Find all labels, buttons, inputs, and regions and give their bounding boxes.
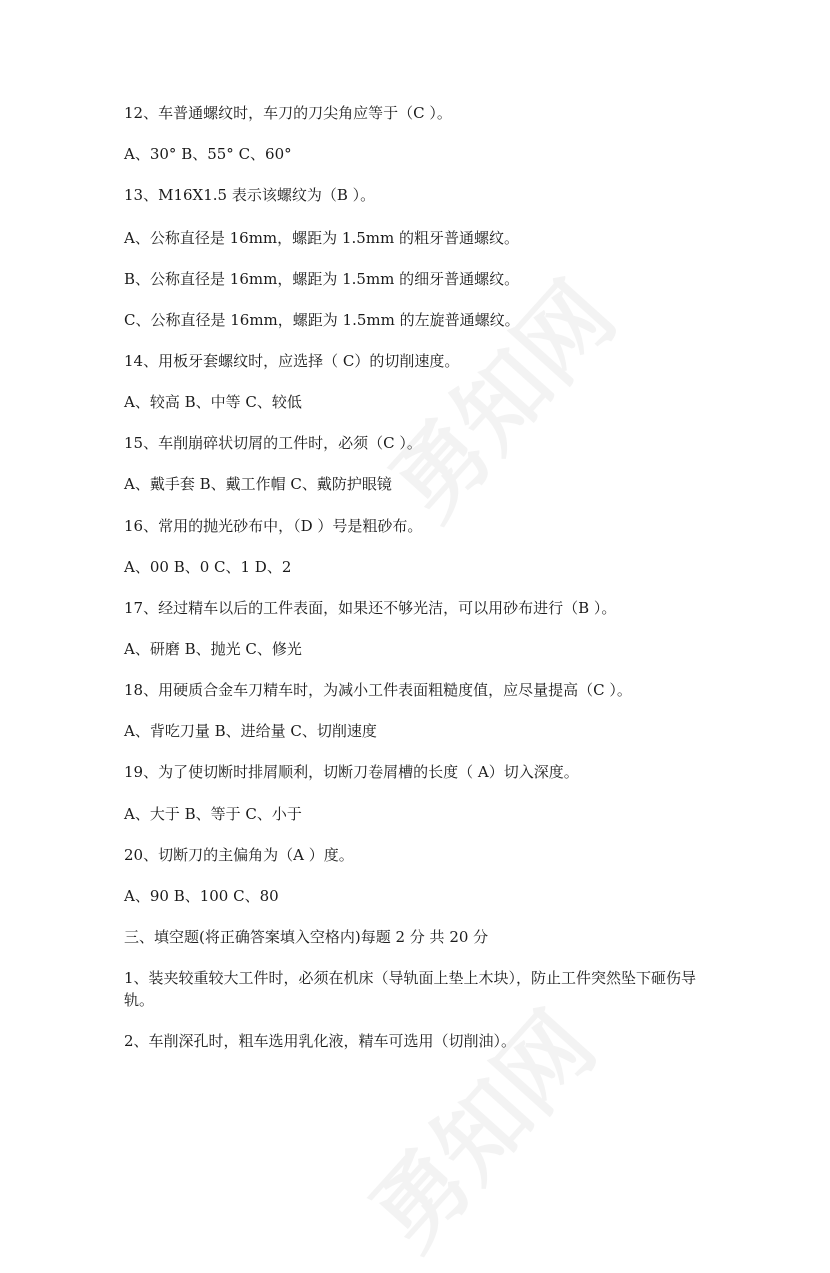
question-16-options: A、00 B、0 C、1 D、2	[124, 558, 292, 576]
question-18: 18、用硬质合金车刀精车时，为减小工件表面粗糙度值，应尽量提高（C ）。	[124, 681, 632, 699]
fill-in-question-1: 1、装夹较重较大工件时，必须在机床（导轨面上垫上木块），防止工件突然坠下砸伤导轨。	[124, 969, 697, 1009]
question-17: 17、经过精车以后的工件表面，如果还不够光洁，可以用砂布进行（B ）。	[124, 599, 617, 617]
question-12-options: A、30° B、55° C、60°	[124, 145, 292, 163]
question-14: 14、用板牙套螺纹时，应选择（ C）的切削速度。	[124, 352, 460, 370]
watermark-bottom	[337, 979, 620, 1272]
question-13: 13、M16X1.5 表示该螺纹为（B ）。	[124, 186, 376, 204]
question-14-options: A、较高 B、中等 C、较低	[124, 393, 302, 411]
question-13-option-b: B、公称直径是 16mm，螺距为 1.5mm 的细牙普通螺纹。	[124, 270, 520, 288]
question-13-option-c: C、公称直径是 16mm，螺距为 1.5mm 的左旋普通螺纹。	[124, 311, 520, 329]
section-heading-fill-in: 三、填空题(将正确答案填入空格内)每题 2 分 共 20 分	[124, 928, 489, 946]
question-18-options: A、背吃刀量 B、进给量 C、切削速度	[124, 722, 377, 740]
question-13-option-a: A、公称直径是 16mm，螺距为 1.5mm 的粗牙普通螺纹。	[124, 229, 519, 247]
question-20-options: A、90 B、100 C、80	[124, 887, 279, 905]
question-19: 19、为了使切断时排屑顺利，切断刀卷屑槽的长度（ A）切入深度。	[124, 763, 579, 781]
question-15-options: A、戴手套 B、戴工作帽 C、戴防护眼镜	[124, 475, 392, 493]
question-17-options: A、研磨 B、抛光 C、修光	[124, 640, 302, 658]
question-20: 20、切断刀的主偏角为（A ）度。	[124, 846, 354, 864]
question-12: 12、车普通螺纹时，车刀的刀尖角应等于（C ）。	[124, 104, 452, 122]
question-15: 15、车削崩碎状切屑的工件时，必须（C ）。	[124, 434, 422, 452]
question-19-options: A、大于 B、等于 C、小于	[124, 805, 302, 823]
fill-in-question-2: 2、车削深孔时，粗车选用乳化液，精车可选用（切削油）。	[124, 1032, 517, 1050]
question-16: 16、常用的抛光砂布中，（D ）号是粗砂布。	[124, 517, 423, 535]
